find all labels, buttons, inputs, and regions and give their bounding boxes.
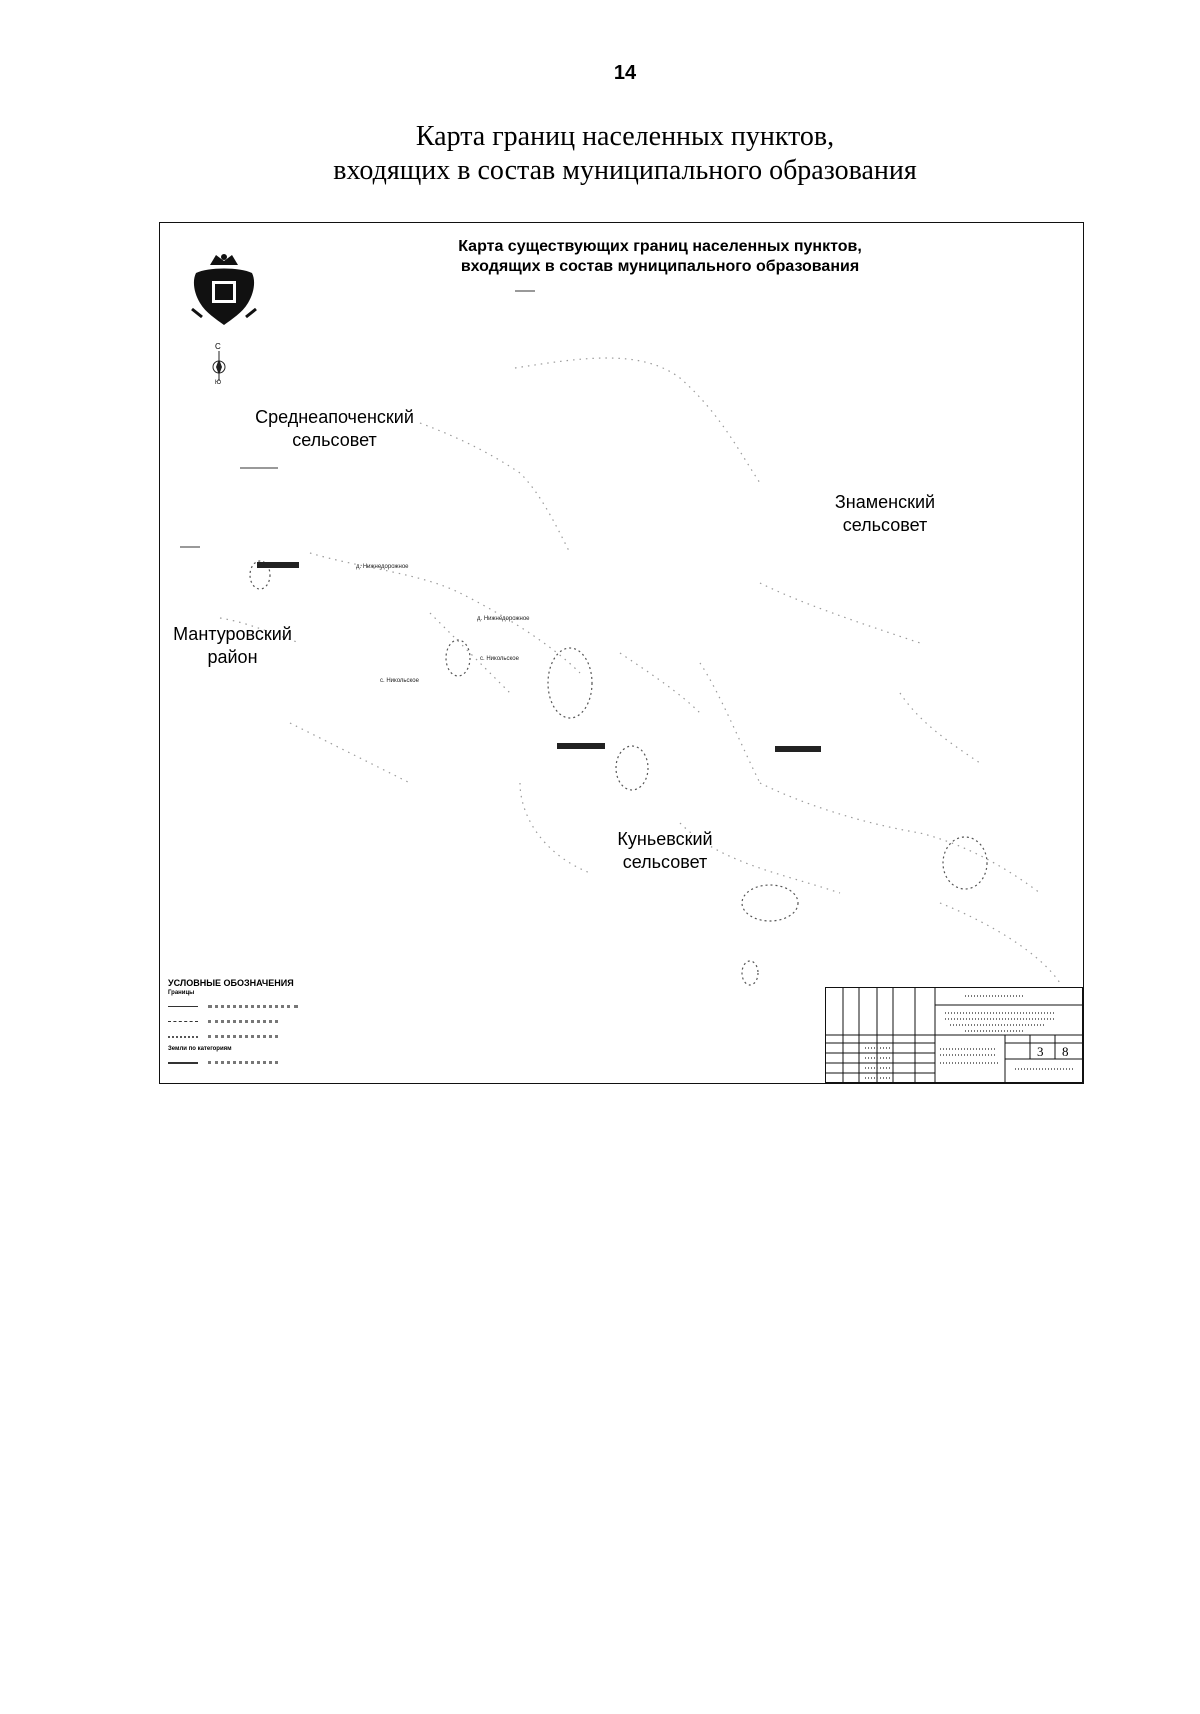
legend-illegible-text bbox=[208, 1020, 278, 1023]
stamp-sheet-count: 8 bbox=[1062, 1044, 1069, 1059]
map-title bbox=[400, 237, 920, 277]
legend-illegible-text bbox=[208, 1061, 278, 1064]
document-title-line2: входящих в состав муниципального образования bbox=[333, 155, 917, 186]
coat-of-arms-icon bbox=[190, 251, 258, 329]
region-label-sredneapochensky bbox=[242, 406, 427, 452]
legend-swatch-solid bbox=[168, 1006, 198, 1007]
region-label-kunyevsky bbox=[590, 828, 740, 874]
region-line2: сельсовет bbox=[622, 852, 708, 872]
region-line2: район bbox=[207, 647, 258, 667]
document-title bbox=[0, 120, 1200, 188]
legend-swatch-dashed bbox=[168, 1021, 198, 1022]
legend-row bbox=[168, 1055, 368, 1070]
legend-swatch-land bbox=[168, 1062, 198, 1064]
settlement-marker bbox=[257, 562, 299, 568]
map-frame bbox=[159, 222, 1084, 1084]
region-line1: Среднеапоченский bbox=[255, 407, 414, 427]
settlement-label: д. Нижнедорожное bbox=[477, 616, 530, 622]
compass-north: С bbox=[215, 342, 221, 351]
legend-row bbox=[168, 1014, 368, 1029]
document-title-line1: Карта границ населенных пунктов, bbox=[415, 121, 835, 152]
map-title-line2: входящих в состав муниципального образования bbox=[460, 258, 860, 275]
region-label-znamensky bbox=[810, 491, 960, 537]
region-line1: Мантуровский bbox=[173, 624, 292, 644]
legend-swatch-dotted bbox=[168, 1036, 198, 1038]
region-line1: Знаменский bbox=[834, 492, 936, 512]
settlement-label: д. Нижнедорожное bbox=[356, 564, 409, 570]
title-block-stamp bbox=[825, 987, 1083, 1083]
settlement-marker bbox=[775, 746, 821, 752]
page-number: 14 bbox=[613, 62, 637, 84]
compass-icon bbox=[205, 341, 233, 385]
region-line2: сельсовет bbox=[292, 430, 377, 450]
legend-row bbox=[168, 999, 368, 1014]
legend-group-borders: Границы bbox=[168, 990, 195, 996]
map-title-line1: Карта существующих границ населенных пунктов, bbox=[458, 238, 862, 255]
legend-title: УСЛОВНЫЕ ОБОЗНАЧЕНИЯ bbox=[168, 978, 294, 988]
region-label-manturovsky bbox=[160, 623, 305, 669]
legend-illegible-text bbox=[208, 1035, 278, 1038]
region-line1: Куньевский bbox=[617, 829, 713, 849]
stamp-sheet-number: 3 bbox=[1037, 1044, 1044, 1059]
settlement-label: с. Никольское bbox=[380, 678, 419, 684]
settlement-label: с. Никольское bbox=[480, 656, 519, 662]
map-legend bbox=[168, 978, 368, 1070]
legend-row bbox=[168, 1029, 368, 1044]
legend-group-land-categories: Земли по категориям bbox=[168, 1046, 232, 1052]
region-line2: сельсовет bbox=[842, 515, 928, 535]
compass-south: Ю bbox=[215, 380, 222, 385]
legend-illegible-text bbox=[208, 1005, 298, 1008]
settlement-marker bbox=[557, 743, 605, 749]
